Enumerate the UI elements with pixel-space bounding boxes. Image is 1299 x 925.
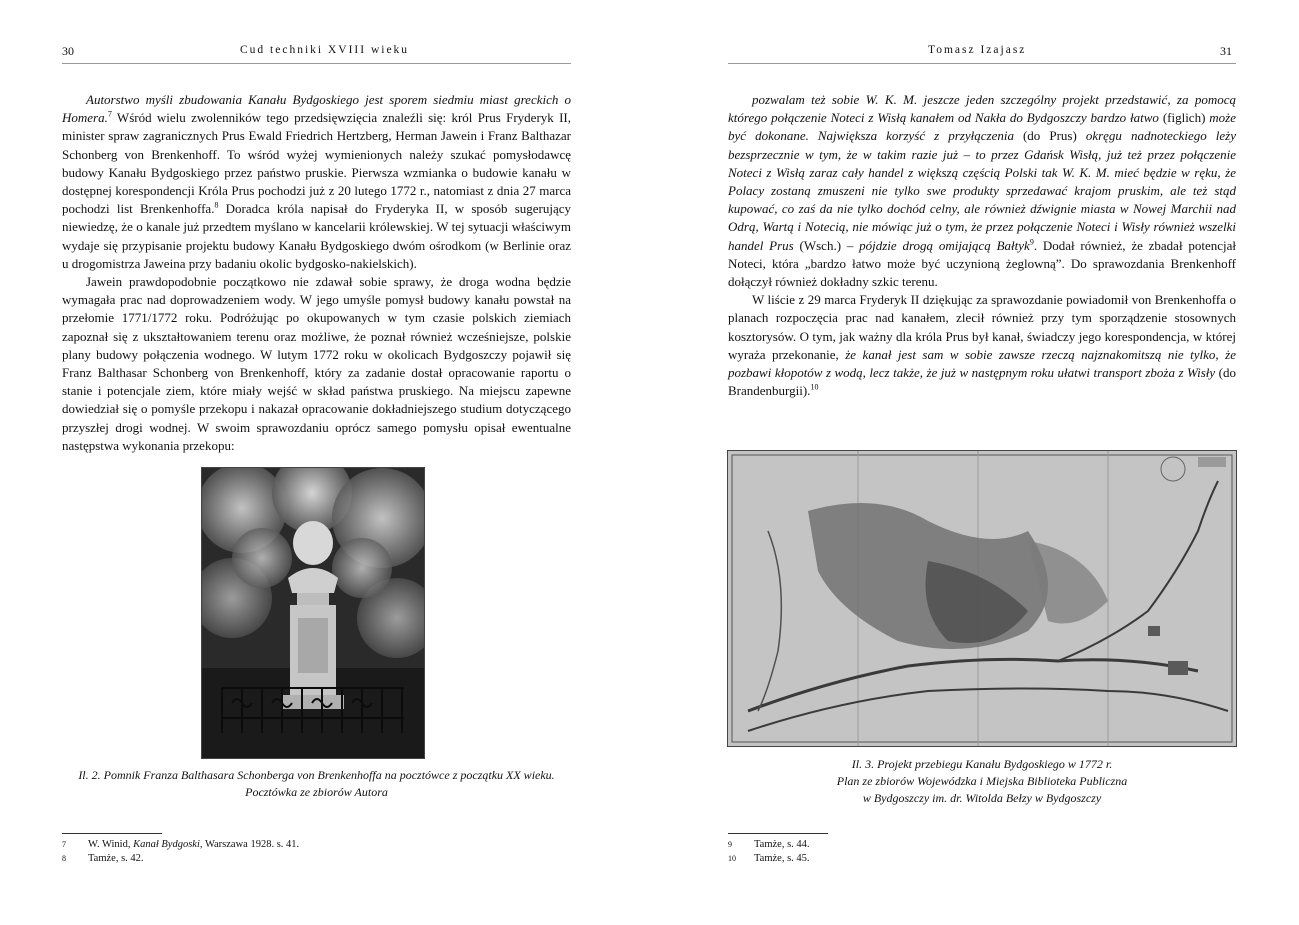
footnote-ref: 7 <box>107 109 112 119</box>
footnote-number: 10 <box>728 854 736 863</box>
text-run: , Warszawa 1928. s. 41. <box>199 839 300 850</box>
monument-illustration <box>202 468 424 758</box>
caption-line: w Bydgoszczy im. dr. Witolda Bełzy w Bydgoszczy <box>862 791 1102 805</box>
footnote-rule <box>728 833 828 834</box>
paragraph <box>62 91 571 273</box>
italic-text: okręgu nadnoteckiego leży bezsprzecznie w tym, że w takim razie już – to przez Gdańsk Wisłą, już też przez połączenie Noteci z Wisłą zaraz cały handel z większą częścią Polski tak W. K. M. mieć będzie w ręku, że Polacy zostaną zmuszeni nie tylko swe produkty sprzedawać krajom pruskim, ale też stąd kupować, co zaś da nie tylko dochód celny, ale również dźwignie miasta w Nowej Marchii nad Odrą, Wartą i Notecią, nie mówiąc już o tym, że przez połączenie Noteci i Wisły również wszelki handel Prus <box>728 128 1236 253</box>
page-number: 30 <box>62 44 74 58</box>
italic-text: Kanał Bydgoski <box>133 839 200 850</box>
text-run: W liście z 29 marca Fryderyk II dziękując za sprawozdanie powiadomił von Brenkenhoffa o planach rozpoczęcia prac nad kanałem, zlecił również przy tym sporządzenie stosownych kosztorysów. O tym, jak ważny dla króla Prus był kanał, świadczy jego korespondencja, w której wyraża przekonanie, <box>728 292 1236 362</box>
header-rule <box>728 63 1236 64</box>
text-run: (do Prus) <box>1013 128 1086 144</box>
footnote-number: 7 <box>62 840 66 849</box>
right-page <box>650 0 1299 925</box>
figure-caption <box>728 756 1236 807</box>
caption-line: Il. 3. Projekt przebiegu Kanału Bydgoskiego w 1772 r. <box>851 757 1113 771</box>
footnote-ref: 9 <box>1029 237 1034 247</box>
caption-line: Il. 2. Pomnik Franza Balthasara Schonberga von Brenkenhoffa na pocztówce z początku XX wieku. <box>78 768 555 782</box>
footnote <box>62 852 571 866</box>
text-run: (Wsch.) – <box>793 237 860 253</box>
italic-text: pójdzie drogą omijającą Bałtyk <box>859 237 1030 253</box>
text-run: Tamże, s. 45. <box>754 853 810 864</box>
caption-line: Plan ze zbiorów Wojewódzka i Miejska Biblioteka Publiczna <box>836 774 1128 788</box>
footnote <box>62 838 571 852</box>
text-run: Wśród wielu zwolenników tego przedsięwzięcia znaleźli się: król Prus Fryderyk II, minister spraw zagranicznych Prus Ewald Friedrich Hertzberg, Herman Jawein i Franz Balthazar Schonberg von Brenkenhoff. To wśród wyżej wymienionych należy szukać pomysłodawcę budowy Kanału Bydgoskiego przez państwo pruskie. Pierwsza wzmianka o budowie kanału w dostępnej korespondencji Króla Prus pochodzi już z 20 lutego 1772 r., natomiast z dnia 27 marca pochodzi list Brenkenhoffa. <box>62 110 571 217</box>
running-head: Cud techniki XVIII wieku <box>240 44 410 56</box>
footnote <box>728 838 1236 852</box>
text-run: (figlich) <box>1158 110 1210 126</box>
footnotes <box>62 838 571 866</box>
footnote-number: 9 <box>728 840 732 849</box>
running-head: Tomasz Izajasz <box>928 44 1027 56</box>
figure-caption <box>62 767 571 801</box>
map-illustration <box>728 451 1236 746</box>
footnote-ref: 10 <box>810 382 819 392</box>
footnote-ref: 8 <box>214 200 219 210</box>
caption-line: Pocztówka ze zbiorów Autora <box>245 785 388 799</box>
text-run: . Dodał również, że zbadał potencjał Noteci, która „bardzo łatwo może być uczynioną żeglowną”. Do sprawozdania Brenkenhoff dołączył również dokładny szkic terenu. <box>728 237 1236 290</box>
text-run: (do Brandenburgii). <box>728 365 1236 399</box>
monument-postcard-photo <box>201 467 425 759</box>
text-run: Tamże, s. 42. <box>88 853 144 864</box>
text-run: Jawein prawdopodobnie początkowo nie zdawał sobie sprawy, że droga wodna będzie wymagała prac nad doprowadzeniem wody. W jego umyśle pomysł budowy kanału powstał na przełomie 1771/1772 roku. Podróżując po okupowanych w tym czasie polskich ziemiach zapoznał się z ukształtowaniem terenu oraz możliwe, że poznał również wcześniejsze, polskie plany budowy połączenia wodnego. W lutym 1772 roku w okolicach Bydgoszczy pojawił się Franz Balthasar Schonberg von Brenkenhoff, który za zadanie dostał opracowanie raportu o stanie i potencjale ziem, które miały wejść w skład państwa pruskiego. Na miejscu zapewne dowiedział się o pomyśle przekopu i nakazał opracowanie dokładniejszego studium dotyczącego przyszłej drogi wodnej. W swoim sprawozdaniu oprócz samego pomysłu opisał ewentualne następstwa wykonania przekopu: <box>62 274 571 453</box>
paragraph <box>62 273 571 455</box>
footnotes <box>728 838 1236 866</box>
text-run: W. Winid, <box>88 839 134 850</box>
text-run: Doradca króla napisał do Fryderyka II, w sposób sugerujący niewiedzę, że o kanale już przedtem myślano w kancelarii królewskiej. W tej sytuacji właściwym wydaje się przypisanie projektu budowy Kanału Bydgoskiego dwóm ośrodkom (w Berlinie oraz u drogomistrza Jaweina przy badaniu okolic bydgosko-nakielskich). <box>62 201 572 271</box>
header-rule <box>62 63 571 64</box>
text-run: Tamże, s. 44. <box>754 839 810 850</box>
paragraph <box>728 291 1236 400</box>
italic-text: że kanał jest sam w sobie zawsze rzeczą najznakomitszą nie tylko, że pozbawi kłopotów z wodą, lecz także, że już w następnym roku ułatwi transport zboża z Wisły <box>728 346 1236 381</box>
body-text <box>62 91 571 455</box>
paragraph <box>728 91 1236 291</box>
body-text <box>728 91 1236 400</box>
italic-text: pozwalam też sobie W. K. M. jeszcze jeden szczególny projekt przedstawić, za pomocą którego połączenie Noteci z Wisłą kanałem od Nakła do Bydgoszczy bardzo łatwo <box>728 92 1236 126</box>
footnote-number: 8 <box>62 854 66 863</box>
footnote-rule <box>62 833 162 834</box>
italic-text: może być dokonane. Największa korzyść z przyłączenia <box>728 110 1237 144</box>
page-number: 31 <box>1220 44 1232 58</box>
canal-plan-map <box>727 450 1237 747</box>
footnote <box>728 852 1236 866</box>
italic-text: Autorstwo myśli zbudowania Kanału Bydgoskiego jest sporem siedmiu miast greckich o Homera. <box>62 92 571 126</box>
